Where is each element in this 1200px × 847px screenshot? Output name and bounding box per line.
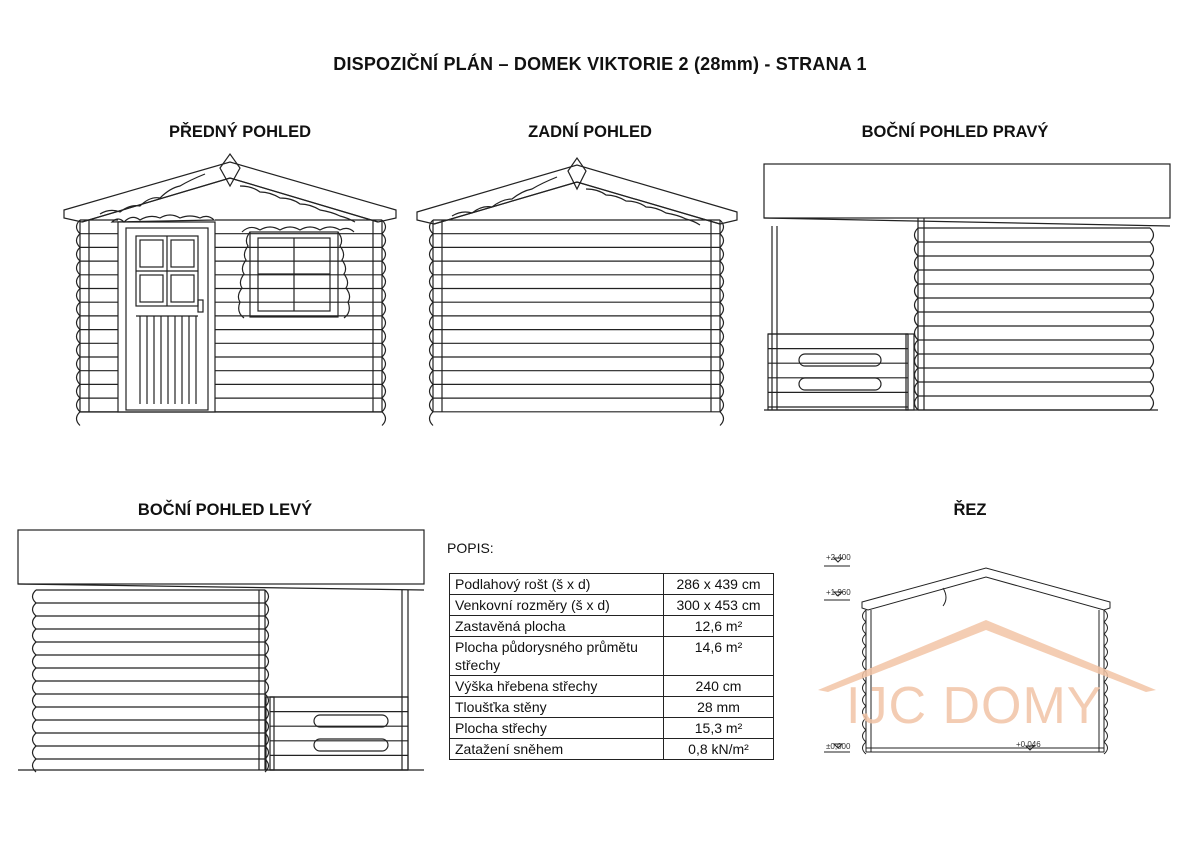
right-view-drawing [764,164,1170,410]
roof-slab [764,164,1170,218]
label-back-view: ZADNÍ POHLED [528,123,652,141]
log-end [33,746,37,759]
watermark-logo: IJC DOMY [846,677,1103,735]
log-end [1150,270,1154,284]
log-end [33,655,37,668]
log-end [720,412,724,426]
left-view-drawing [18,530,424,772]
spec-table [449,573,774,760]
log-end [1104,694,1108,706]
log-end [863,658,867,670]
log-end [33,694,37,707]
spec-label: Plocha střechy [450,718,664,739]
log-end [382,412,386,426]
log-end [1104,682,1108,694]
roof-fascia [82,178,378,222]
back-view-drawing [417,158,737,426]
log-end [1104,742,1108,754]
window-cornice [242,227,354,232]
spec-row [450,637,774,676]
railing [270,697,408,770]
roof-underside [18,584,424,590]
spec-label: Podlahový rošt (š x d) [450,574,664,595]
log-end [1104,718,1108,730]
label-section-view: ŘEZ [953,501,987,519]
log-end [1104,646,1108,658]
gable-ornament [220,154,240,186]
roof-slab [18,530,424,584]
railing-rail [799,354,881,366]
label-left-view: BOČNÍ POHLED LEVÝ [137,501,313,519]
log-end [33,603,37,616]
eave-trim [452,177,700,225]
roof-underside [764,218,1170,226]
log-end [1150,326,1154,340]
log-end [1150,354,1154,368]
log-end [1150,298,1154,312]
spec-value: 28 mm [664,697,774,718]
spec-value: 15,3 m² [664,718,774,739]
popis-label: POPIS: [447,540,494,556]
log-end [33,629,37,642]
railing [768,334,908,410]
spec-value: 14,6 m² [664,637,774,676]
log-end [1150,368,1154,382]
spec-row [450,739,774,760]
log-end [33,707,37,720]
log-end [33,590,37,603]
door-pane [140,240,163,267]
spec-value: 240 cm [664,676,774,697]
spec-row [450,676,774,697]
railing-post [906,334,914,410]
spec-label: Zastavěná plocha [450,616,664,637]
level-floor: +0,046 [1016,740,1041,749]
log-end [1150,284,1154,298]
log-end [1104,706,1108,718]
log-end [1150,396,1154,410]
log-end [1104,622,1108,634]
railing-rail [314,715,388,727]
log-end [1150,340,1154,354]
log-end [33,616,37,629]
log-end [1150,228,1154,242]
door-pane [140,275,163,302]
angle-arc [943,588,946,606]
log-end [33,681,37,694]
log-end [1104,730,1108,742]
spec-label: Výška hřebena střechy [450,676,664,697]
log-end [33,642,37,655]
log-end [1150,312,1154,326]
door-handle [198,300,203,312]
log-end [1150,242,1154,256]
section-roof [862,568,1110,610]
log-end [33,733,37,746]
log-end [863,634,867,646]
log-end [1104,634,1108,646]
spec-row [450,595,774,616]
spec-value: 0,8 kN/m² [664,739,774,760]
spec-value: 286 x 439 cm [664,574,774,595]
spec-row [450,574,774,595]
log-end [33,668,37,681]
spec-row [450,718,774,739]
spec-label: Plocha půdorysného průmětu střechy [450,637,664,676]
spec-value: 12,6 m² [664,616,774,637]
front-view-drawing [64,154,396,426]
log-end [863,610,867,622]
spec-label: Zatažení sněhem [450,739,664,760]
label-front-view: PŘEDNÝ POHLED [168,123,312,141]
spec-row [450,697,774,718]
spec-value: 300 x 453 cm [664,595,774,616]
log-end [33,720,37,733]
door-pane [171,275,194,302]
label-right-view: BOČNÍ POHLED PRAVÝ [861,123,1049,141]
level-top: +2,400 [826,553,851,562]
log-end [1104,658,1108,670]
door-pane [171,240,194,267]
level-base: ±0,000 [826,742,851,751]
log-end [1104,610,1108,622]
log-end [430,412,434,426]
spec-label: Tloušťka stěny [450,697,664,718]
spec-row [450,616,774,637]
log-end [863,646,867,658]
log-end [1150,256,1154,270]
level-eave: +1,960 [826,588,851,597]
log-end [863,742,867,754]
spec-label: Venkovní rozměry (š x d) [450,595,664,616]
log-end [77,412,81,426]
railing-rail [799,378,881,390]
page-title: DISPOZIČNÍ PLÁN – DOMEK VIKTORIE 2 (28mm) - STRANA 1 [333,54,867,74]
log-end [1150,382,1154,396]
log-end [863,622,867,634]
door-cornice [112,215,214,222]
